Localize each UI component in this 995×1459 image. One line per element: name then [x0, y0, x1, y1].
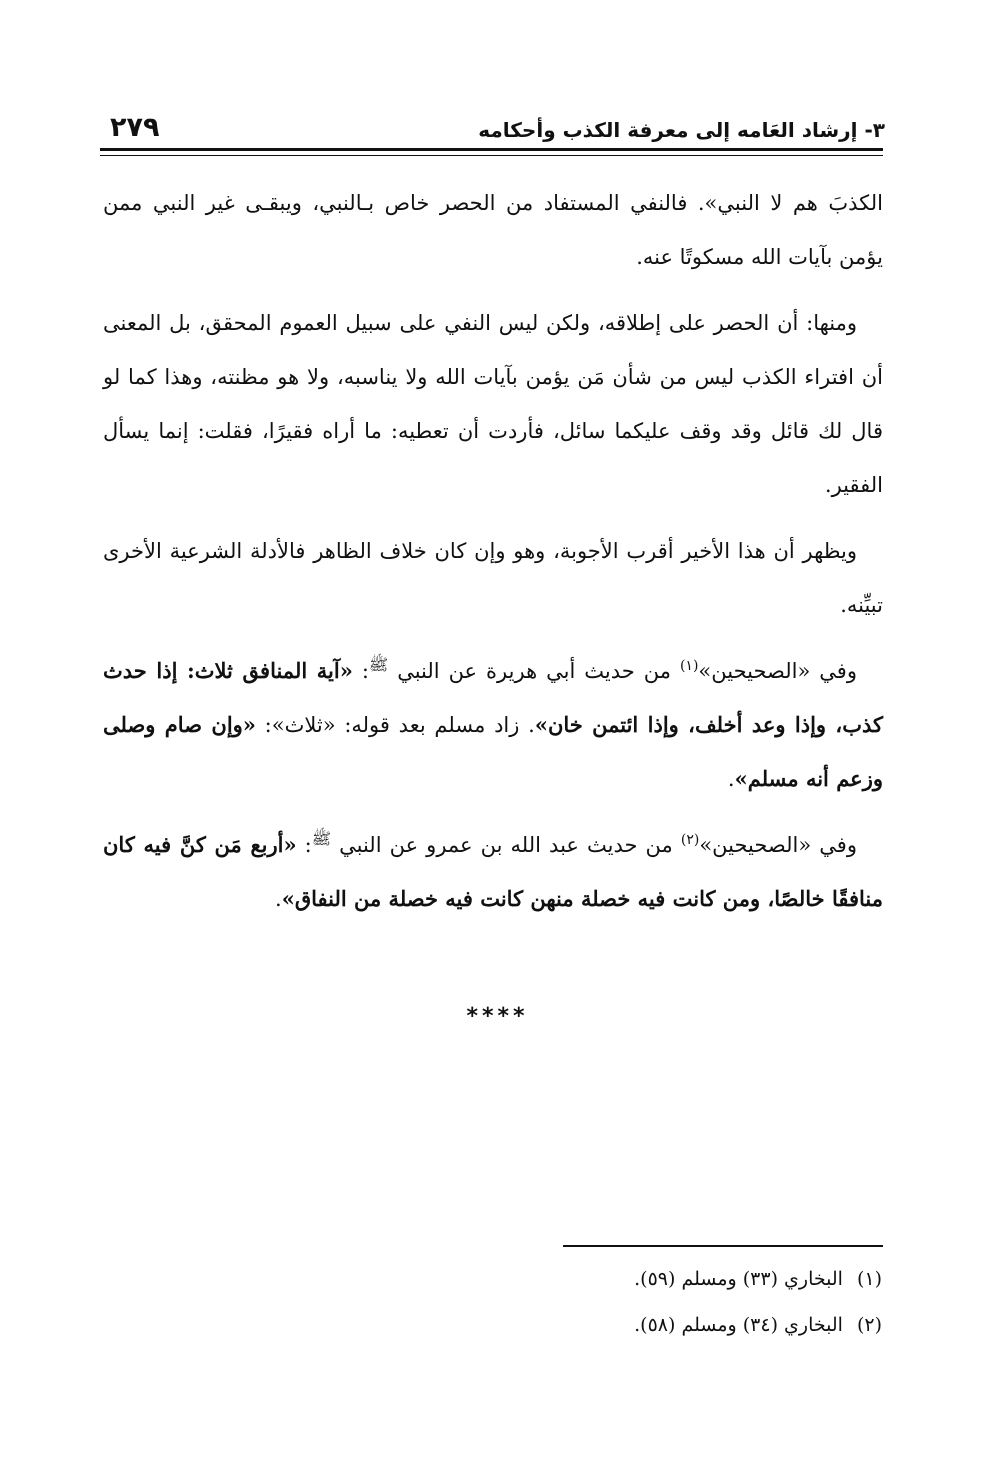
p5-source: من حديث عبد الله بن عمرو عن النبي: [331, 833, 681, 857]
p5-intro: وفي «الصحيحين»: [699, 833, 857, 857]
footnote-number: (٢): [856, 1314, 882, 1336]
header-rule-thick: [100, 148, 883, 151]
footnote-rule: [563, 1245, 883, 1247]
page-number: ٢٧٩: [110, 112, 160, 143]
running-title: ٣- إرشاد العَامه إلى معرفة الكذب وأحكامه: [478, 118, 885, 142]
p4-middle: . زاد مسلم بعد قوله: «ثلاث»:: [255, 713, 535, 737]
hadith-quote-1: «آية المنافق ثلاث: إذا حدث كذب، وإذا وعد أخلف، وإذا ائتمن خان»: [103, 658, 883, 737]
p4-intro: وفي «الصحيحين»: [698, 659, 857, 683]
p5-end: .: [275, 887, 282, 911]
footnote-text: البخاري (٣٤) ومسلم (٥٨).: [634, 1314, 843, 1336]
section-separator: ****: [466, 1004, 529, 1029]
salawat-symbol: ﷺ: [311, 829, 332, 848]
footnote-1: [400, 1256, 882, 1302]
footnote-text: البخاري (٣٣) ومسلم (٥٩).: [634, 1268, 843, 1290]
p5-colon: :: [296, 833, 312, 857]
footnote-number: (١): [856, 1268, 882, 1290]
paragraph-3: ويظهر أن هذا الأخير أقرب الأجوبة، وهو وإن كان خلاف الظاهر فالأدلة الشرعية الأخرى تبيِّنه.: [103, 539, 883, 617]
main-text: [103, 176, 883, 938]
p4-colon: :: [352, 659, 369, 683]
header-rule-thin: [100, 155, 883, 156]
p4-end: .: [727, 767, 735, 791]
footnotes: [400, 1256, 882, 1348]
paragraph-5: [103, 818, 883, 926]
p4-source: من حديث أبي هريرة عن النبي: [388, 659, 680, 683]
paragraph-2: ومنها: أن الحصر على إطلاقه، ولكن ليس النفي على سبيل العموم المحقق، بل المعنى أن افتراء الكذب ليس من شأن مَن يؤمن بآيات الله ولا يناسبه، ولا هو مظنته، وهذا كما لو قال لك قائل وقد وقف عليكما سائل، فأردت أن تعطيه: ما أراه فقيرًا، فقلت: إنما يسأل الفقير.: [103, 311, 883, 497]
hadith-addition: «وإن صام وصلى وزعم أنه مسلم»: [103, 712, 883, 791]
paragraph-1: الكذبَ هم لا النبي». فالنفي المستفاد من الحصر خاص بـالنبي، ويبقـى غير النبي ممن يؤمن بآيات الله مسكوتًا عنه.: [103, 191, 883, 269]
paragraph-4: [103, 644, 883, 806]
page-header: [100, 108, 885, 152]
footnote-ref-1: (١): [679, 658, 699, 674]
footnote-2: [400, 1302, 882, 1348]
footnote-ref-2: (٢): [680, 832, 700, 848]
hadith-quote-2: «أربع مَن كنَّ فيه كان منافقًا خالصًا، ومن كانت فيه خصلة منهن كانت فيه خصلة من النفاق»: [103, 832, 883, 911]
salawat-symbol: ﷺ: [368, 655, 389, 674]
